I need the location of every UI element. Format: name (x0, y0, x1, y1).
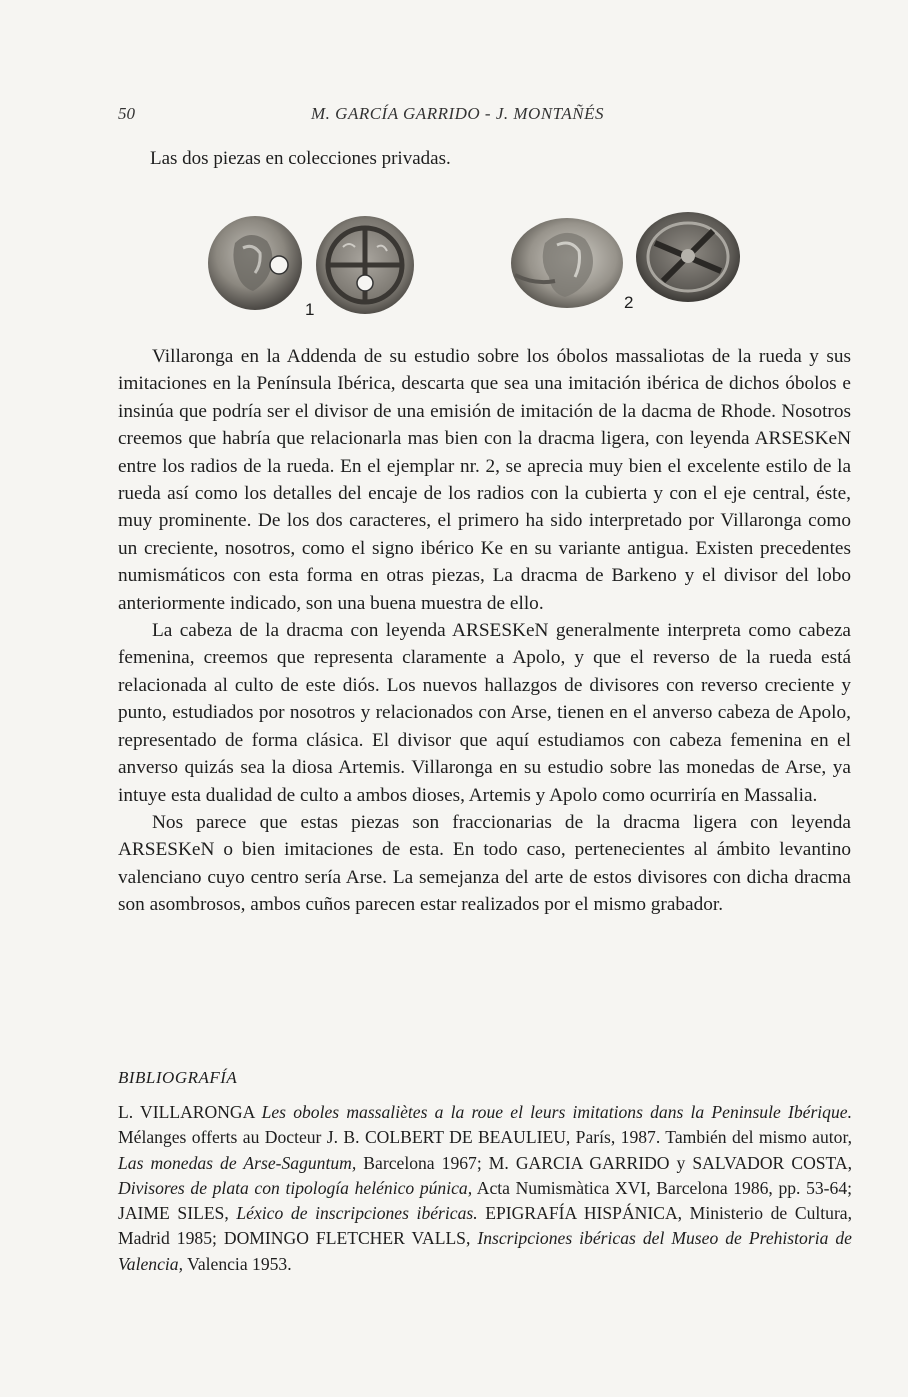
biblio-segment: Barcelona 1967; M. GARCIA GARRIDO y SALVADOR COSTA, (356, 1152, 852, 1173)
body-text (118, 343, 851, 919)
coin-figure (195, 205, 755, 335)
figure-label-2: 2 (624, 293, 634, 312)
biblio-segment: Divisores de plata con tipología helénico púnica, (118, 1177, 473, 1198)
bibliography-heading: BIBLIOGRAFÍA (118, 1068, 238, 1087)
biblio-segment: Las monedas de Arse-Saguntum, (118, 1152, 357, 1173)
figure-label-1: 1 (305, 300, 315, 319)
paragraph: La cabeza de la dracma con leyenda ARSESKeN generalmente interpreta como cabeza femenina, creemos que representa claramente a Apolo, y que el reverso de la rueda está relacionada al culto de este diós. Los nuevos hallazgos de divisores con reverso creciente y punto, estudiados por nosotros y relacionados con Arse, tienen en el anverso cabeza de Apolo, representado de forma clásica. El divisor que aquí estudiamos con cabeza femenina en el anverso quizás sea la diosa Artemis. Villaronga en su estudio sobre las monedas de Arse, ya intuye esta dualidad de culto a ambos dioses, Artemis y Apolo como ocurriría en Massalia. (118, 620, 851, 806)
paragraph: Nos parece que estas piezas son fraccionarias de la dracma ligera con leyenda ARSESKeN o bien imitaciones de esta. En todo caso, pertenecientes al ámbito levantino valenciano cuyo centro sería Arse. La semejanza del arte de estos divisores con dicha dracma son asombrosos, ambos cuños parecen estar realizados por el mismo grabador. (118, 811, 851, 916)
running-title: M. GARCÍA GARRIDO - J. MONTAÑÉS (311, 104, 604, 123)
biblio-segment: Inscripciones ibéricas del Museo de Prehistoria de Valencia, (118, 1228, 852, 1274)
biblio-segment: Léxico de inscripciones ibéricas. (236, 1203, 478, 1224)
coin-1-reverse-image (313, 213, 417, 317)
coin-2-obverse-image (505, 215, 625, 311)
biblio-segment: Mélanges offerts au Docteur J. B. COLBERT DE BEAULIEU, París, 1987. También del mismo autor, (118, 1127, 852, 1148)
biblio-segment: Les oboles massaliètes a la roue el leurs imitations dans la Peninsule Ibérique. (261, 1102, 852, 1122)
biblio-segment: Valencia 1953. (182, 1253, 292, 1274)
biblio-segment: Acta Numismàtica XVI, Barcelona 1986, pp. 53-64; JAIME SILES, (118, 1177, 852, 1224)
page-header (118, 104, 790, 132)
coin-1-obverse-image (205, 213, 305, 313)
biblio-segment: EPIGRAFÍA HISPÁNICA, Ministerio de Cultura, Madrid 1985; DOMINGO FLETCHER VALLS, (118, 1203, 853, 1249)
biblio-segment: L. VILLARONGA (118, 1102, 262, 1122)
bibliography-entry (118, 1100, 852, 1277)
page-number: 50 (118, 104, 135, 123)
intro-line: Las dos piezas en colecciones privadas. (150, 148, 451, 169)
paragraph: Villaronga en la Addenda de su estudio sobre los óbolos massaliotas de la rueda y sus imitaciones en la Península Ibérica, descarta que sea una imitación ibérica de dichos óbolos e insinúa que podría ser el divisor de una emisión de imitación de la dacma de Rhode. Nosotros creemos que habría que relacionarla mas bien con la dracma ligera, con leyenda ARSESKeN entre los radios de la rueda. En el ejemplar nr. 2, se aprecia muy bien el excelente estilo de la rueda así como los detalles del encaje de los radios con la cubierta y con el eje central, éste, muy prominente. De los dos caracteres, el primero ha sido interpretado por Villaronga como un creciente, nosotros, como el signo ibérico Ke en su variante antigua. Existen precedentes numismáticos con esta forma en otras piezas, La dracma de Barkeno y el divisor del lobo anteriormente indicado, son una buena muestra de ello. (118, 346, 851, 614)
coin-2-reverse-image (633, 209, 743, 305)
